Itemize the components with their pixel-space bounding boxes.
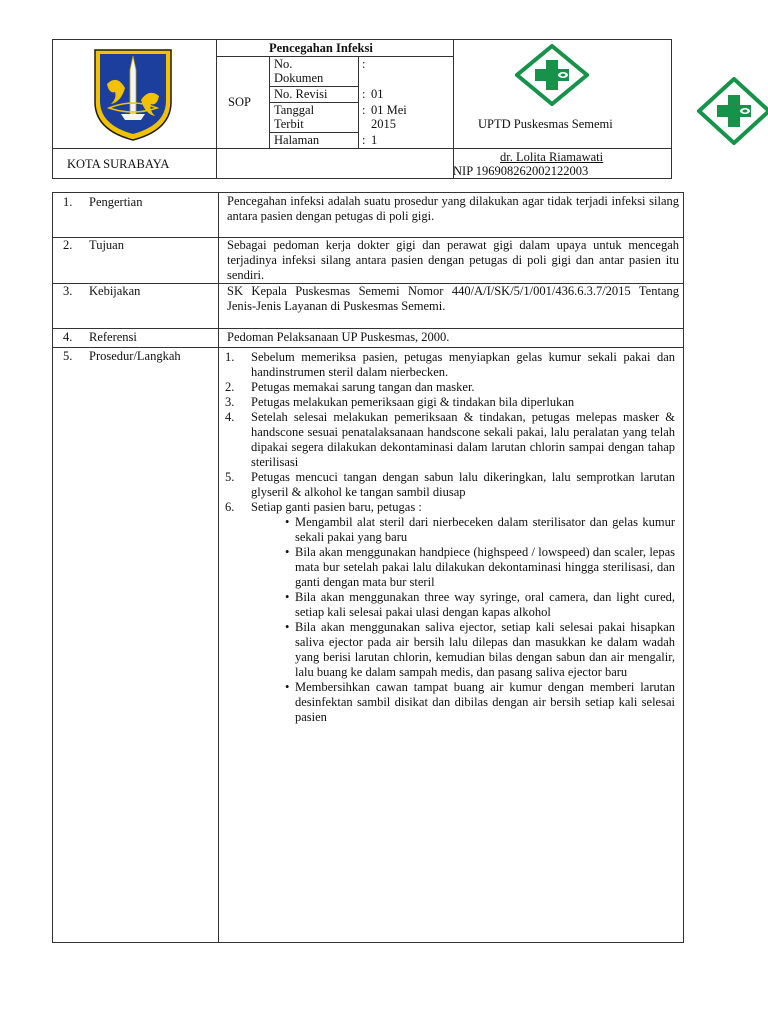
step-text: Petugas memakai sarung tangan dan masker. [251, 380, 475, 394]
row-label: Referensi [89, 330, 137, 344]
field-halaman-value: 1 [371, 133, 378, 147]
sub-steps [225, 515, 675, 725]
list-item [225, 470, 675, 500]
field-tanggal-sep: : [362, 103, 366, 117]
row-label-referensi [63, 330, 137, 345]
step-text: Setelah selesai melakukan pemeriksaan & tindakan, petugas melepas masker & handscone sesuai penatalaksanaan handscone sekali pakai, lalu peralatan yang telah dipakai segera dilakukan dekontaminasi dalam larutan chlorin sampai dengan tahap sterilisasi [251, 410, 675, 469]
list-item [285, 680, 675, 725]
bullet-icon: • [285, 545, 290, 559]
bullet-text: Membersihkan cawan tampat buang air kumur dengan memberi larutan desinfektan sambil disikat dan dibilas dengan air bersih setiap kali selesai pasien [295, 680, 675, 724]
bullet-icon: • [285, 590, 290, 604]
list-item [285, 545, 675, 590]
document-title: Pencegahan Infeksi [269, 41, 373, 55]
row-number: 4. [63, 330, 73, 344]
list-item [285, 515, 675, 545]
sop-label: SOP [228, 95, 251, 109]
list-item [225, 500, 675, 515]
list-item [225, 350, 675, 380]
row-label: Pengertian [89, 195, 143, 209]
step-number: 2. [225, 380, 235, 394]
field-halaman-sep: : [362, 133, 366, 147]
bullet-icon: • [285, 620, 290, 634]
row-label-pengertian [63, 195, 142, 210]
field-no-revisi-sep: : [362, 87, 366, 101]
referensi-text: Pedoman Pelaksanaan UP Puskesmas, 2000. [227, 330, 450, 344]
list-item [225, 380, 675, 395]
prosedur-content [225, 350, 675, 725]
procedure-table [52, 192, 684, 943]
field-halaman-label: Halaman [274, 133, 320, 147]
org-name: UPTD Puskesmas Sememi [478, 117, 613, 131]
city-name: KOTA SURABAYA [67, 157, 170, 171]
step-text: Petugas mencuci tangan dengan sabun lalu dikeringkan, lalu semprotkan larutan glyseril & alkohol ke tangan sambil diusap [251, 470, 675, 499]
bullet-text: Bila akan menggunakan three way syringe, oral camera, dan light cured, setiap kali selesai pakai ulasi dengan kapas alkohol [295, 590, 675, 619]
step-number: 3. [225, 395, 235, 409]
pengertian-text: Pencegahan infeksi adalah suatu prosedur yang dilakukan agar tidak terjadi infeksi silang antara pasien dengan petugas di poli gigi. [227, 194, 679, 223]
bullet-text: Mengambil alat steril dari nierbeceken dalam sterilisator dan gelas kumur sekali pakai yang baru [295, 515, 675, 544]
row-number: 1. [63, 195, 73, 209]
step-text: Sebelum memeriksa pasien, petugas menyiapkan gelas kumur sekali pakai dan handinstrumen steril dalam nierbecken. [251, 350, 675, 379]
field-tanggal-label: Tanggal Terbit [274, 103, 315, 131]
step-text: Petugas melakukan pemeriksaan gigi & tindakan bila diperlukan [251, 395, 575, 409]
row-label-tujuan [63, 238, 124, 253]
bullet-text: Bila akan menggunakan handpiece (highspeed / lowspeed) dan scaler, lepas mata bur setelah pakai lalu dilakukan dekontaminasi hingga sterilisasi, dan ganti dengan mata bur steril [295, 545, 675, 589]
field-tanggal-value: 01 Mei 2015 [371, 103, 407, 131]
list-item [285, 590, 675, 620]
bullet-icon: • [285, 515, 290, 529]
row-number: 3. [63, 284, 73, 298]
list-item [225, 395, 675, 410]
row-number: 5. [63, 349, 73, 363]
signer-name: dr. Lolita Riamawati [500, 150, 604, 164]
row-label: Kebijakan [89, 284, 141, 298]
field-no-revisi-label: No. Revisi [274, 87, 328, 101]
signer-nip: NIP 196908262002122003 [453, 164, 589, 178]
puskesmas-cross-icon [515, 44, 589, 106]
kebijakan-text: SK Kepala Puskesmas Sememi Nomor 440/A/I/SK/5/1/001/436.6.3.7/2015 Tentang Jenis-Jenis Layanan di Puskesmas Sememi. [227, 284, 679, 313]
step-number: 1. [225, 350, 235, 364]
field-no-dokumen-label: No. Dokumen [274, 57, 324, 85]
bullet-text: Bila akan menggunakan saliva ejector, setiap kali selesai pakai hisapkan saliva ejector pada air bersih lalu dilepas dan masukkan ke dalam wadah yang berisi larutan chlorin, kemudian bilas dengan sabun dan air mengalir, lalu buang ke dalam sampah medis, dan pasang saliva ejector baru [295, 620, 675, 679]
row-label: Prosedur/Langkah [89, 349, 181, 363]
step-text: Setiap ganti pasien baru, petugas : [251, 500, 422, 514]
field-no-revisi-value: 01 [371, 87, 384, 101]
row-label-prosedur [63, 349, 181, 364]
list-item [285, 620, 675, 680]
row-label: Tujuan [89, 238, 124, 252]
sop-header-table [52, 39, 672, 179]
field-no-dokumen-sep: : [362, 57, 366, 71]
step-number: 4. [225, 410, 235, 424]
step-number: 5. [225, 470, 235, 484]
row-number: 2. [63, 238, 73, 252]
procedure-steps [225, 350, 675, 515]
tujuan-text: Sebagai pedoman kerja dokter gigi dan perawat gigi dalam upaya untuk mencegah terjadinya infeksi silang antara pasien dengan petugas di poli gigi dan antar pasien itu sendiri. [227, 238, 679, 282]
puskesmas-cross-icon [697, 77, 768, 145]
bullet-icon: • [285, 680, 290, 694]
list-item [225, 410, 675, 470]
row-label-kebijakan [63, 284, 140, 299]
surabaya-crest-icon [87, 44, 179, 142]
step-number: 6. [225, 500, 235, 514]
